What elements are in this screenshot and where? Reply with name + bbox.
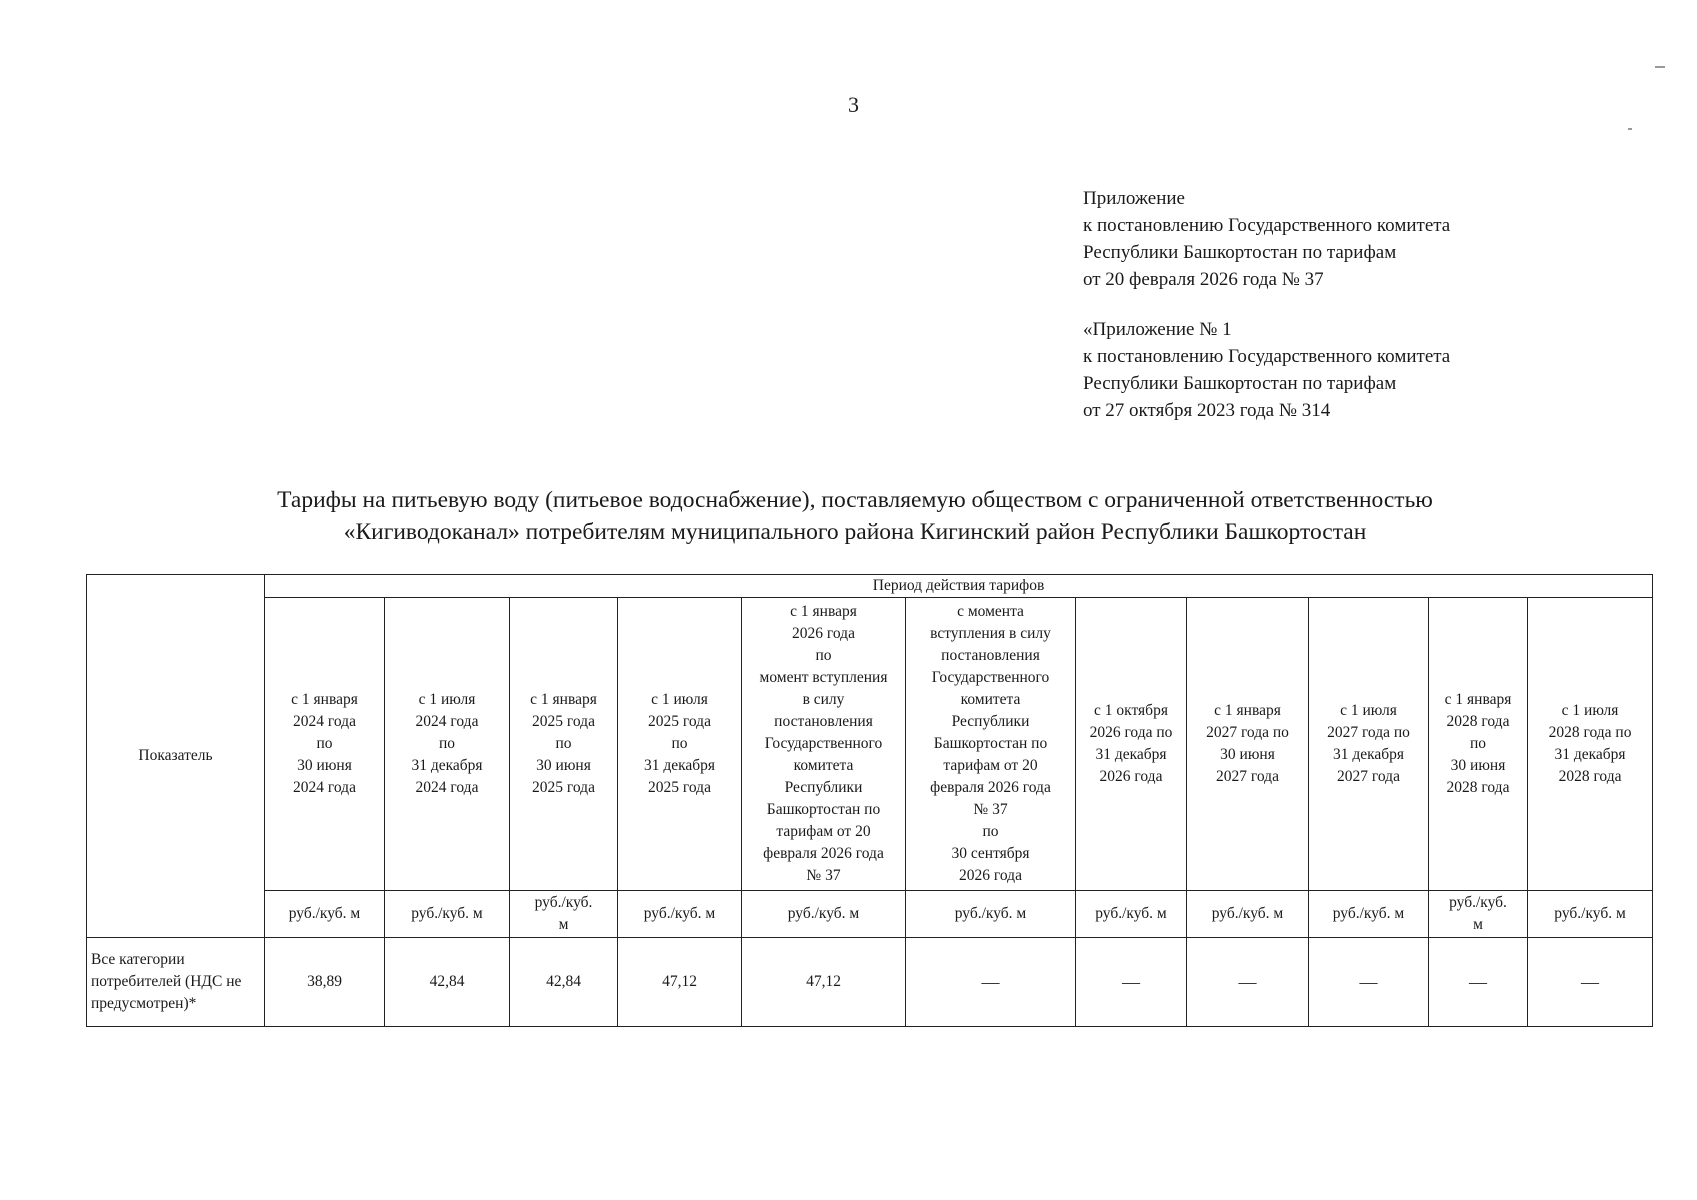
title-line: «Кигиводоканал» потребителям муниципального района Кигинский район Республики Башкортостан bbox=[343, 519, 1367, 545]
appendix-line: «Приложение № 1 bbox=[1083, 319, 1232, 340]
unit-cell: руб./куб. м bbox=[1309, 891, 1429, 938]
tariff-table bbox=[86, 574, 1653, 1027]
tariff-value: 47,12 bbox=[742, 938, 906, 1027]
title-line: Тарифы на питьевую воду (питьевое водоснабжение), поставляемую обществом с ограниченной ответственностью bbox=[277, 487, 1433, 513]
unit-cell: руб./куб. м bbox=[1187, 891, 1309, 938]
table-row bbox=[87, 938, 1653, 1027]
tariff-value: — bbox=[1076, 938, 1187, 1027]
period-column-header: с 1 января 2028 года по 30 июня 2028 года bbox=[1429, 598, 1528, 891]
period-column-header: с 1 июля 2025 года по 31 декабря 2025 года bbox=[618, 598, 742, 891]
page-number: 3 bbox=[848, 92, 859, 117]
appendix-line: от 27 октября 2023 года № 314 bbox=[1083, 400, 1331, 421]
tariff-value: — bbox=[1528, 938, 1653, 1027]
tariff-value: — bbox=[1187, 938, 1309, 1027]
period-column-header: с 1 января 2026 года по момент вступления в силу постановления Государственного комитета Республики Башкортостан по тарифам от 20 февраля 2026 года № 37 bbox=[742, 598, 906, 891]
period-column-header: с 1 января 2027 года по 30 июня 2027 года bbox=[1187, 598, 1309, 891]
appendix-line: к постановлению Государственного комитета bbox=[1083, 215, 1451, 236]
appendix-line: Приложение bbox=[1083, 188, 1185, 209]
unit-cell: руб./куб. м bbox=[265, 891, 385, 938]
document-title bbox=[120, 484, 1590, 548]
period-header: Период действия тарифов bbox=[265, 575, 1653, 598]
appendix-line: Республики Башкортостан по тарифам bbox=[1083, 373, 1397, 394]
tariff-value: 38,89 bbox=[265, 938, 385, 1027]
appendix-reference-current bbox=[1083, 185, 1450, 293]
period-column-header: с 1 июля 2027 года по 31 декабря 2027 года bbox=[1309, 598, 1429, 891]
unit-cell: руб./куб. м bbox=[510, 891, 618, 938]
tariff-value: — bbox=[1429, 938, 1528, 1027]
row-label: Все категории потребителей (НДС не предусмотрен)* bbox=[87, 938, 265, 1027]
period-column-header: с момента вступления в силу постановления Государственного комитета Республики Башкортостан по тарифам от 20 февраля 2026 года № 37 по 30 сентября 2026 года bbox=[906, 598, 1076, 891]
indicator-header: Показатель bbox=[87, 575, 265, 938]
appendix-line: Республики Башкортостан по тарифам bbox=[1083, 242, 1397, 263]
tariff-value: 42,84 bbox=[385, 938, 510, 1027]
unit-cell: руб./куб. м bbox=[1528, 891, 1653, 938]
unit-cell: руб./куб. м bbox=[742, 891, 906, 938]
appendix-line: от 20 февраля 2026 года № 37 bbox=[1083, 269, 1324, 290]
unit-cell: руб./куб. м bbox=[618, 891, 742, 938]
unit-cell: руб./куб. м bbox=[1076, 891, 1187, 938]
period-column-header: с 1 января 2025 года по 30 июня 2025 года bbox=[510, 598, 618, 891]
tariff-value: — bbox=[1309, 938, 1429, 1027]
period-column-header: с 1 октября 2026 года по 31 декабря 2026 года bbox=[1076, 598, 1187, 891]
unit-cell: руб./куб. м bbox=[385, 891, 510, 938]
unit-cell: руб./куб. м bbox=[1429, 891, 1528, 938]
period-column-header: с 1 июля 2024 года по 31 декабря 2024 года bbox=[385, 598, 510, 891]
unit-cell: руб./куб. м bbox=[906, 891, 1076, 938]
period-column-header: с 1 января 2024 года по 30 июня 2024 года bbox=[265, 598, 385, 891]
tariff-value: 42,84 bbox=[510, 938, 618, 1027]
scan-speck bbox=[1655, 66, 1665, 68]
period-column-header: с 1 июля 2028 года по 31 декабря 2028 года bbox=[1528, 598, 1653, 891]
scan-speck bbox=[1628, 128, 1632, 130]
tariff-value: 47,12 bbox=[618, 938, 742, 1027]
tariff-value: — bbox=[906, 938, 1076, 1027]
appendix-reference-original bbox=[1083, 316, 1450, 424]
appendix-line: к постановлению Государственного комитета bbox=[1083, 346, 1451, 367]
